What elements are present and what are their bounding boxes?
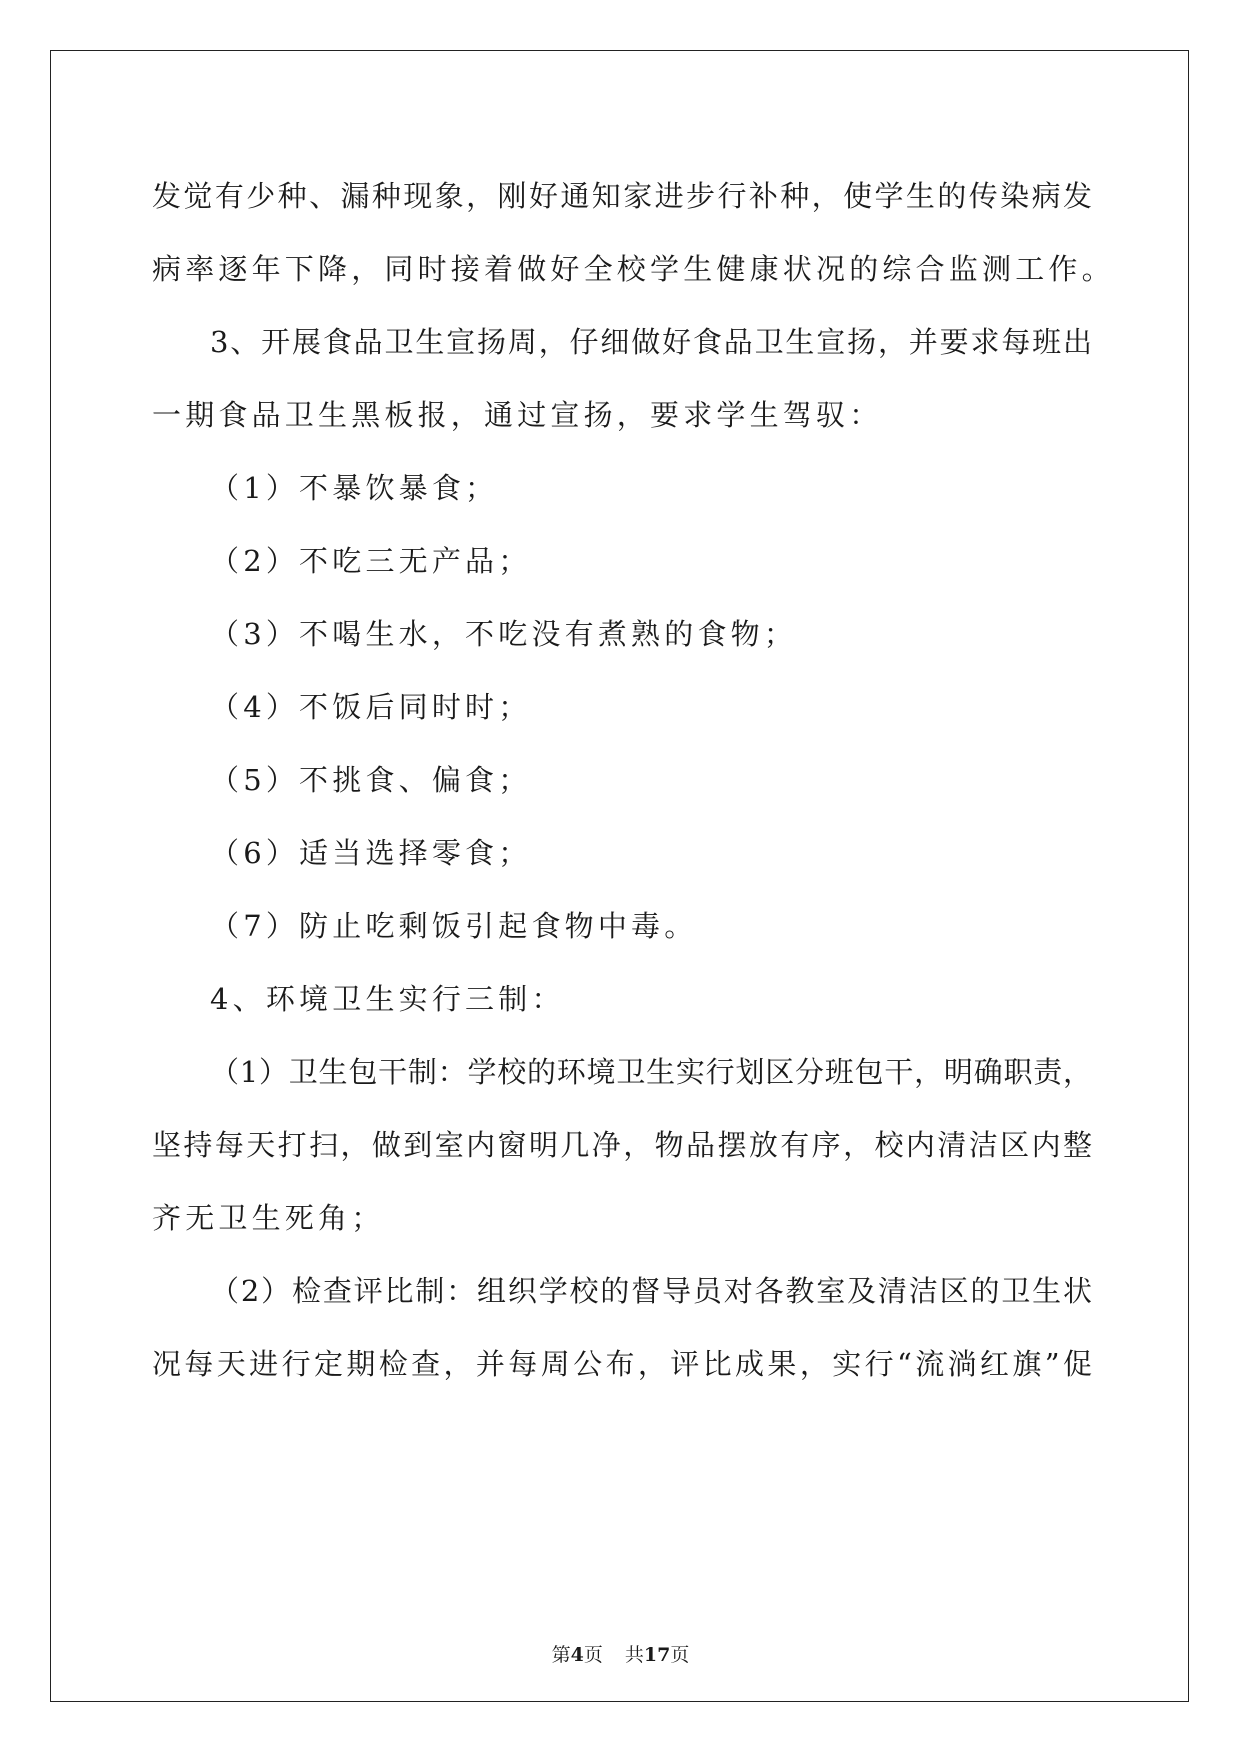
paragraph-line: 发觉有少种、漏种现象，刚好通知家进步行补种，使学生的传染病发 [152, 179, 1092, 213]
list-item: （6）适当选择零食； [210, 836, 532, 870]
page-number: 4 [570, 1644, 584, 1666]
page-total: 17 [643, 1644, 671, 1666]
total-unit: 页 [670, 1644, 690, 1666]
list-item: （3）不喝生水，不吃没有煮熟的食物； [210, 617, 798, 651]
total-prefix: 共 [624, 1644, 644, 1666]
list-item: （7）防止吃剩饭引起食物中毒。 [210, 909, 698, 943]
paragraph-line: 病率逐年下降，同时接着做好全校学生健康状况的综合监测工作。 [152, 252, 1115, 286]
paragraph-line: （1）卫生包干制：学校的环境卫生实行划区分班包干，明确职责， [210, 1055, 1092, 1089]
list-item: （2）不吃三无产品； [210, 544, 532, 578]
paragraph-line: 齐无卫生死角； [152, 1201, 385, 1235]
page-footer [0, 1640, 1241, 1667]
paragraph-line: 坚持每天打扫，做到室内窗明几净，物品摆放有序，校内清洁区内整 [152, 1128, 1092, 1162]
list-item: （1）不暴饮暴食； [210, 471, 499, 505]
section-heading: 4、环境卫生实行三制： [210, 982, 565, 1016]
paragraph-line: 况每天进行定期检查，并每周公布，评比成果，实行“流淌红旗”促 [152, 1347, 1092, 1381]
list-item: （5）不挑食、偏食； [210, 763, 532, 797]
paragraph-line: 3、开展食品卫生宣扬周，仔细做好食品卫生宣扬，并要求每班出 [210, 325, 1092, 359]
paragraph-line: （2）检查评比制：组织学校的督导员对各教室及清洁区的卫生状 [210, 1274, 1092, 1308]
paragraph-line: 一期食品卫生黑板报，通过宣扬，要求学生驾驭： [152, 398, 883, 432]
page-prefix: 第 [551, 1644, 571, 1666]
document-body [152, 160, 1115, 1401]
page-unit: 页 [583, 1644, 603, 1666]
list-item: （4）不饭后同时时； [210, 690, 532, 724]
